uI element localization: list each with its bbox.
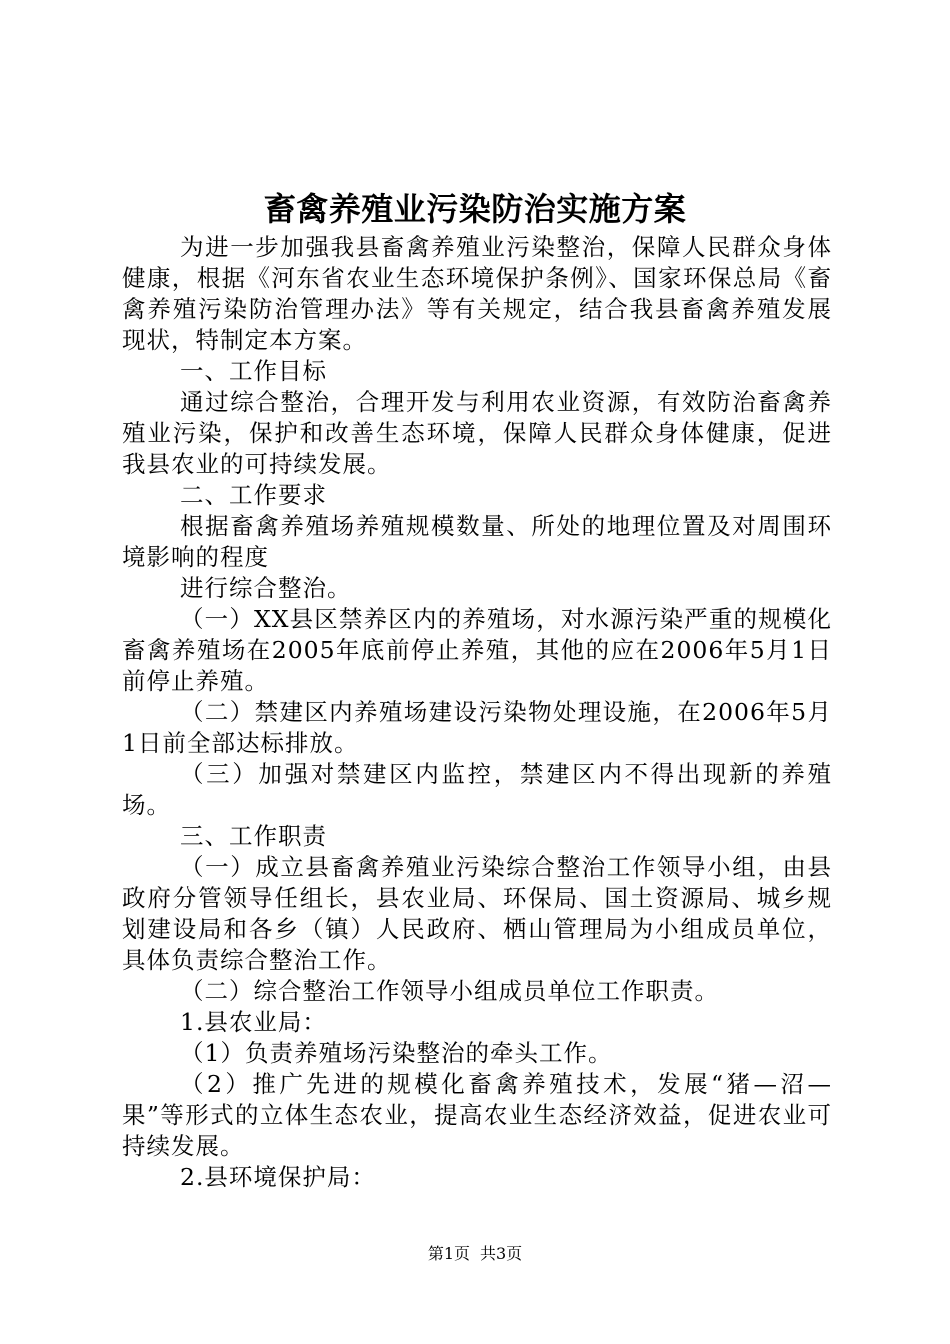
requirement-item-1: （一）XX县区禁养区内的养殖场，对水源污染严重的规模化畜禽养殖场在2005年底前停止养殖，其他的应在2006年5月1日前停止养殖。 xyxy=(122,605,832,695)
document-body xyxy=(122,232,832,1193)
agriculture-duty-1: （1）负责养殖场污染整治的牵头工作。 xyxy=(180,1039,613,1067)
section-heading-duties: 三、工作职责 xyxy=(180,822,327,850)
subsection-environment-bureau: 2.县环境保护局： xyxy=(180,1163,376,1191)
agriculture-duty-2: （2）推广先进的规模化畜禽养殖技术，发展“猪—沼—果”等形式的立体生态农业，提高农业生态经济效益，促进农业可持续发展。 xyxy=(122,1070,832,1160)
requirements-paragraph: 根据畜禽养殖场养殖规模数量、所处的地理位置及对周围环境影响的程度 xyxy=(122,512,832,571)
section-heading-requirements: 二、工作要求 xyxy=(180,481,327,509)
duty-item-2: （二）综合整治工作领导小组成员单位工作职责。 xyxy=(180,977,719,1005)
requirement-item-2: （二）禁建区内养殖场建设污染物处理设施，在2006年5月1日前全部达标排放。 xyxy=(122,698,832,757)
requirements-continuation: 进行综合整治。 xyxy=(180,574,352,602)
goals-paragraph: 通过综合整治，合理开发与利用农业资源，有效防治畜禽养殖业污染，保护和改善生态环境，保障人民群众身体健康，促进我县农业的可持续发展。 xyxy=(122,388,832,478)
intro-paragraph: 为进一步加强我县畜禽养殖业污染整治，保障人民群众身体健康，根据《河东省农业生态环境保护条例》、国家环保总局《畜禽养殖污染防治管理办法》等有关规定，结合我县畜禽养殖发展现状，特制定本方案。 xyxy=(122,233,832,354)
section-heading-goals: 一、工作目标 xyxy=(180,357,327,385)
subsection-agriculture-bureau: 1.县农业局： xyxy=(180,1008,327,1036)
document-title: 畜禽养殖业污染防治实施方案 xyxy=(263,190,687,228)
requirement-item-3: （三）加强对禁建区内监控，禁建区内不得出现新的养殖场。 xyxy=(122,760,832,819)
page-number: 第1页 xyxy=(427,1244,470,1263)
duty-item-1: （一）成立县畜禽养殖业污染综合整治工作领导小组，由县政府分管领导任组长，县农业局、环保局、国土资源局、城乡规划建设局和各乡（镇）人民政府、栖山管理局为小组成员单位，具体负责综合整治工作。 xyxy=(122,853,832,974)
page-total: 共3页 xyxy=(480,1244,523,1263)
page-footer xyxy=(0,1243,950,1265)
